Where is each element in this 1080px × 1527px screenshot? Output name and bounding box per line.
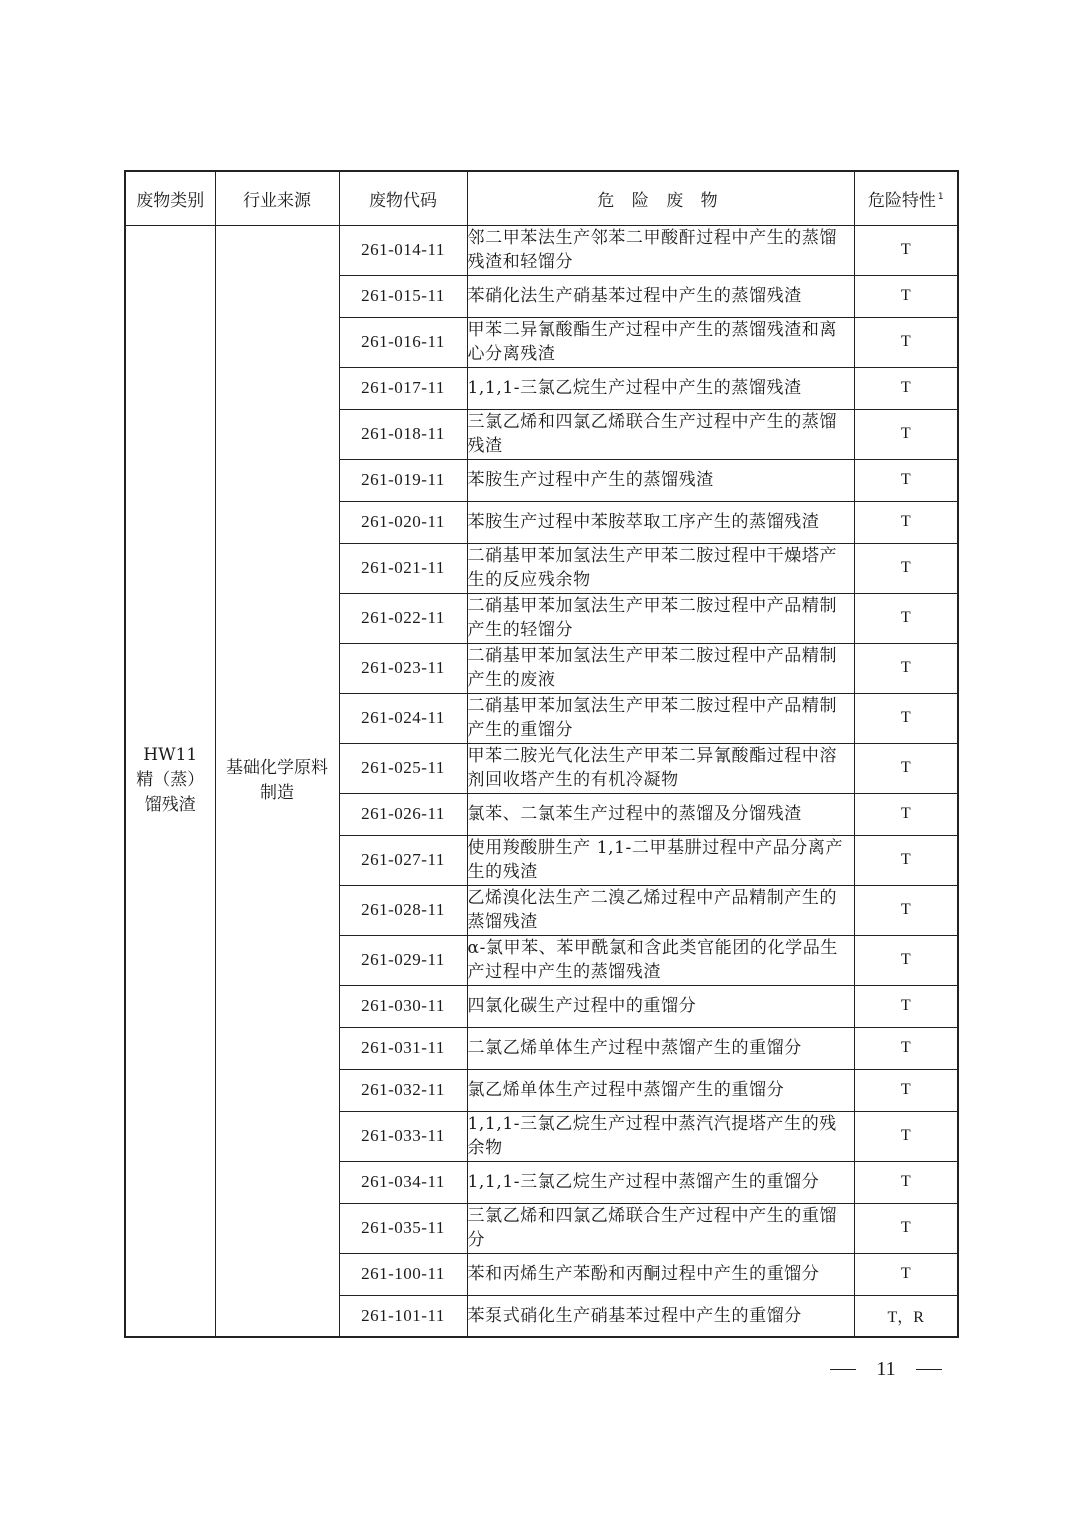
header-waste: 危 险 废 物 [467,171,854,225]
waste-description-cell: 二氯乙烯单体生产过程中蒸馏产生的重馏分 [467,1027,854,1069]
hazard-characteristic-cell: T [854,1253,958,1295]
hazard-characteristic-cell: T [854,1069,958,1111]
waste-description-cell: 苯胺生产过程中产生的蒸馏残渣 [467,459,854,501]
hazard-characteristic-cell: T [854,935,958,985]
hazard-characteristic-cell: T [854,885,958,935]
hazard-characteristic-cell: T [854,985,958,1027]
hazard-characteristic-cell: T [854,367,958,409]
hazard-characteristic-cell: T [854,225,958,275]
source-cell [215,225,339,1337]
waste-description-cell: 1,1,1-三氯乙烷生产过程中蒸馏产生的重馏分 [467,1161,854,1203]
hazard-characteristic-cell: T，R [854,1295,958,1337]
hazard-characteristic-cell: T [854,1027,958,1069]
waste-code-cell: 261-031-11 [339,1027,467,1069]
waste-code-cell: 261-034-11 [339,1161,467,1203]
waste-description-cell: 三氯乙烯和四氯乙烯联合生产过程中产生的蒸馏残渣 [467,409,854,459]
waste-code-cell: 261-032-11 [339,1069,467,1111]
page-dash-left [830,1369,856,1370]
waste-code-cell: 261-101-11 [339,1295,467,1337]
source-line: 基础化学原料 [226,757,328,778]
hazard-characteristic-cell: T [854,835,958,885]
source-line: 制造 [260,782,294,803]
waste-description-cell: 苯胺生产过程中苯胺萃取工序产生的蒸馏残渣 [467,501,854,543]
waste-description-cell: 四氯化碳生产过程中的重馏分 [467,985,854,1027]
waste-description-cell: 甲苯二异氰酸酯生产过程中产生的蒸馏残渣和离心分离残渣 [467,317,854,367]
header-hazard: 危险特性 [867,190,936,211]
waste-description-cell: 二硝基甲苯加氢法生产甲苯二胺过程中产品精制产生的轻馏分 [467,593,854,643]
waste-description-cell: 1,1,1-三氯乙烷生产过程中蒸汽汽提塔产生的残余物 [467,1111,854,1161]
waste-code-cell: 261-023-11 [339,643,467,693]
waste-code-cell: 261-015-11 [339,275,467,317]
hazard-characteristic-cell: T [854,693,958,743]
hazard-characteristic-cell: T [854,275,958,317]
waste-code-cell: 261-017-11 [339,367,467,409]
waste-code-cell: 261-027-11 [339,835,467,885]
category-line: 精（蒸） [136,770,205,791]
waste-description-cell: 氯乙烯单体生产过程中蒸馏产生的重馏分 [467,1069,854,1111]
waste-code-cell: 261-025-11 [339,743,467,793]
hazard-characteristic-cell: T [854,459,958,501]
header-hazard-cell [854,171,958,225]
waste-code-cell: 261-026-11 [339,793,467,835]
hazard-characteristic-cell: T [854,593,958,643]
category-line: HW11 [143,745,198,766]
waste-code-cell: 261-016-11 [339,317,467,367]
waste-description-cell: 三氯乙烯和四氯乙烯联合生产过程中产生的重馏分 [467,1203,854,1253]
waste-description-cell: 乙烯溴化法生产二溴乙烯过程中产品精制产生的蒸馏残渣 [467,885,854,935]
waste-code-cell: 261-030-11 [339,985,467,1027]
waste-code-cell: 261-033-11 [339,1111,467,1161]
waste-code-cell: 261-018-11 [339,409,467,459]
waste-description-cell: 苯泵式硝化生产硝基苯过程中产生的重馏分 [467,1295,854,1337]
waste-description-cell: α-氯甲苯、苯甲酰氯和含此类官能团的化学品生产过程中产生的蒸馏残渣 [467,935,854,985]
hazard-characteristic-cell: T [854,501,958,543]
page-dash-right [916,1369,942,1370]
category-cell [125,225,215,1337]
page-number: 11 [876,1358,896,1380]
waste-code-cell: 261-029-11 [339,935,467,985]
header-code: 废物代码 [339,171,467,225]
table-row [125,225,958,275]
hazard-characteristic-cell: T [854,793,958,835]
header-hazard-footnote: 1 [937,192,944,203]
table-body [125,225,958,1337]
waste-description-cell: 二硝基甲苯加氢法生产甲苯二胺过程中产品精制产生的废液 [467,643,854,693]
waste-description-cell: 使用羧酸肼生产 1,1-二甲基肼过程中产品分离产生的残渣 [467,835,854,885]
waste-code-cell: 261-035-11 [339,1203,467,1253]
hazard-characteristic-cell: T [854,1161,958,1203]
waste-code-cell: 261-028-11 [339,885,467,935]
table-header-row [125,171,958,225]
waste-description-cell: 甲苯二胺光气化法生产甲苯二异氰酸酯过程中溶剂回收塔产生的有机冷凝物 [467,743,854,793]
waste-code-cell: 261-019-11 [339,459,467,501]
waste-code-cell: 261-100-11 [339,1253,467,1295]
waste-description-cell: 二硝基甲苯加氢法生产甲苯二胺过程中产品精制产生的重馏分 [467,693,854,743]
waste-description-cell: 二硝基甲苯加氢法生产甲苯二胺过程中干燥塔产生的反应残余物 [467,543,854,593]
hazard-characteristic-cell: T [854,1203,958,1253]
waste-code-cell: 261-021-11 [339,543,467,593]
waste-description-cell: 1,1,1-三氯乙烷生产过程中产生的蒸馏残渣 [467,367,854,409]
waste-description-cell: 苯硝化法生产硝基苯过程中产生的蒸馏残渣 [467,275,854,317]
hazardous-waste-table [124,170,959,1338]
hazard-characteristic-cell: T [854,543,958,593]
waste-code-cell: 261-014-11 [339,225,467,275]
waste-description-cell: 邻二甲苯法生产邻苯二甲酸酐过程中产生的蒸馏残渣和轻馏分 [467,225,854,275]
waste-code-cell: 261-020-11 [339,501,467,543]
header-source: 行业来源 [215,171,339,225]
hazard-characteristic-cell: T [854,409,958,459]
category-line: 馏残渣 [144,795,196,816]
waste-description-cell: 氯苯、二氯苯生产过程中的蒸馏及分馏残渣 [467,793,854,835]
waste-code-cell: 261-022-11 [339,593,467,643]
hazard-characteristic-cell: T [854,1111,958,1161]
header-category: 废物类别 [125,171,215,225]
waste-description-cell: 苯和丙烯生产苯酚和丙酮过程中产生的重馏分 [467,1253,854,1295]
page-footer [830,1358,942,1381]
hazard-characteristic-cell: T [854,643,958,693]
waste-code-cell: 261-024-11 [339,693,467,743]
hazard-characteristic-cell: T [854,743,958,793]
hazard-characteristic-cell: T [854,317,958,367]
